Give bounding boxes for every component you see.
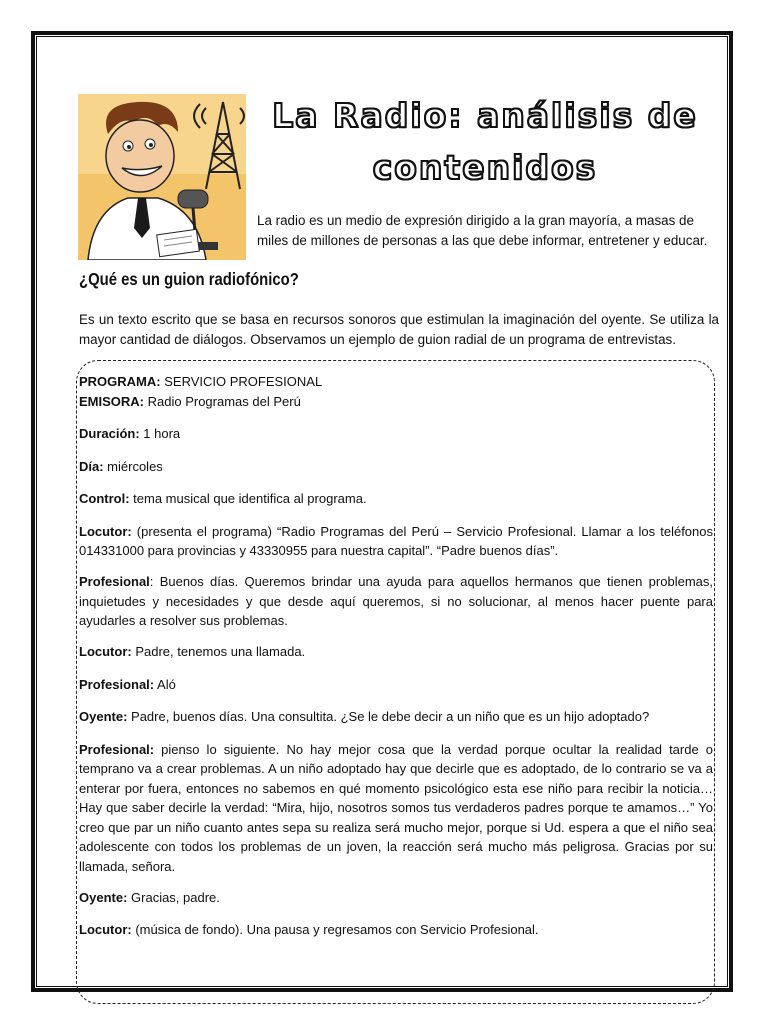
speaker: Oyente: [79, 889, 128, 905]
dialog-text: Gracias, padre. [127, 889, 220, 905]
dialog-line [79, 642, 713, 662]
emisora-label: EMISORA: [79, 393, 144, 409]
duracion-value: 1 hora [139, 426, 181, 441]
dialog-text: Aló [154, 676, 176, 692]
dialog-line [79, 888, 713, 908]
emisora-value: Radio Programas del Perú [144, 393, 301, 409]
dialog-text: Padre, tenemos una llamada. [131, 644, 306, 659]
control-value: tema musical que identifica al programa. [129, 491, 367, 506]
speaker: Profesional: [79, 676, 155, 692]
title-line-1: La Radio: análisis de [272, 96, 698, 135]
dialog-text: Padre, buenos días. Una consultita. ¿Se le debe decir a un niño que es un hijo adoptado? [127, 709, 650, 724]
control-label: Control: [79, 491, 130, 506]
page-title [250, 90, 720, 194]
dia-line [79, 457, 713, 477]
speaker: Oyente: [79, 709, 128, 724]
dialog-line [79, 675, 713, 695]
dialog-line [79, 572, 713, 631]
control-line [79, 489, 713, 509]
dialog-text: pienso lo siguiente. No hay mejor cosa que la verdad porque ocultar la realidad tarde o temprano va a crear problemas. A un niño adoptado hay que decirle que es adoptado, de lo contrario se va a enterar por fuera, entonces no sabemos en qué momento psicológico esta ese niño para recibir la noticia… Hay que saber decirle la verdad: “Mira, hijo, nosotros somos tus verdaderos padres porque te amamos…” Yo creo que par un niño cuanto antes sepa su realiza será mucho mejor, porque si Ud. espera a que el niño sea adolescente con todos los problemas de un joven, la reacción será mucho más peligrosa. Gracias por su llamada, señora. [79, 741, 713, 874]
speaker: Locutor: [79, 644, 132, 659]
speaker: Locutor: [79, 523, 132, 539]
intro-paragraph: La radio es un medio de expresión dirigido a la gran mayoría, a masas de miles de millones de personas a las que debe informar, entretener y educar. [257, 213, 708, 248]
programa-label: PROGRAMA: [79, 374, 161, 389]
programa-value: SERVICIO PROFESIONAL [160, 374, 323, 389]
section-body: Es un texto escrito que se basa en recursos sonoros que estimulan la imaginación del oyente. Se utiliza la mayor cantidad de diálogos. Observamos un ejemplo de guion radial de un programa de entrevistas. [79, 312, 719, 347]
dia-value: miércoles [103, 458, 163, 474]
dialog-line [79, 920, 713, 940]
dia-label: Día: [79, 458, 104, 474]
dialog-text: : Buenos días. Queremos brindar una ayuda para aquellos hermanos que tienen problemas, inquietudes y necesidades y que desde aquí queremos, si no solucionar, al menos hacer puente para ayudarles a resolver sus problemas. [79, 574, 713, 628]
dialog-line [79, 707, 713, 727]
dialog-line [79, 522, 713, 561]
dialog-text: (música de fondo). Una pausa y regresamos con Servicio Profesional. [131, 922, 539, 937]
radio-script [79, 372, 713, 951]
speaker: Profesional [79, 574, 150, 589]
section-heading: ¿Qué es un guion radiofónico? [79, 269, 299, 289]
speaker: Profesional: [79, 741, 155, 757]
duracion-line [79, 424, 713, 444]
dialog-text: (presenta el programa) “Radio Programas del Perú – Servicio Profesional. Llamar a los teléfonos 014331000 para provincias y 43330955 para nuestra capital”. “Padre buenos días”. [79, 523, 713, 558]
script-header [79, 372, 713, 411]
radio-announcer-illustration-icon [78, 94, 246, 260]
speaker: Locutor: [79, 922, 132, 937]
duracion-label: Duración: [79, 426, 140, 441]
title-line-2: contenidos [372, 148, 598, 187]
dialog-line [79, 740, 713, 877]
